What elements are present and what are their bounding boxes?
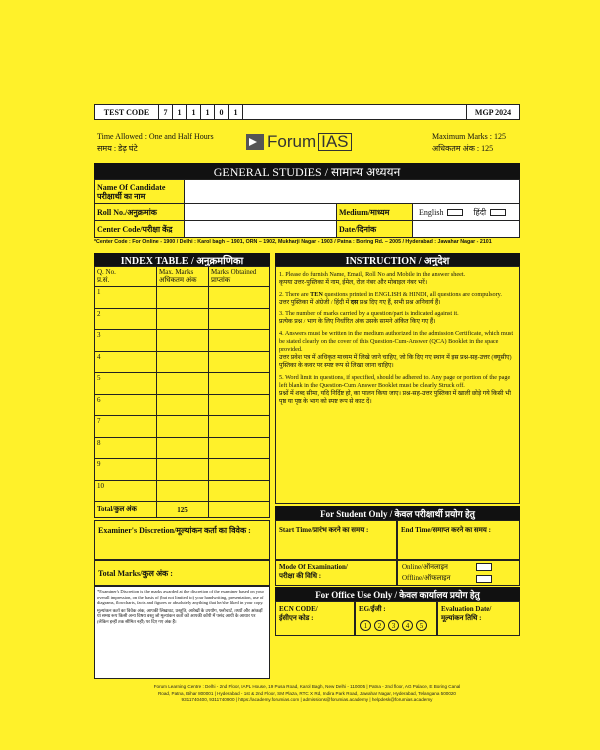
qno-cell: 1	[95, 287, 157, 309]
instruction-en: Word limit in questions, if specified, should be adhered to. Any page or portion of the page left blank in the Question-Cum Answer Booklet must be clearly Struck off.	[279, 374, 511, 390]
total-marks-box	[94, 560, 270, 586]
student-only-title: For Student Only / केवल परीक्षार्थी प्रयोग हेतु	[275, 506, 520, 520]
examiner-discretion-note	[94, 586, 270, 679]
table-row	[95, 394, 270, 416]
table-row	[95, 287, 270, 309]
table-row	[95, 330, 270, 352]
qno-cell: 2	[95, 308, 157, 330]
instruction-en: The number of marks carried by a question/part is indicated against it.	[285, 310, 459, 318]
instruction-hi: प्रश्नों में शब्द सीमा, यदि निर्दिष्ट हो, का पालन किया जाए। प्रश्न-सह-उत्तर पुस्तिका में खाली छोड़े गये किसी भी पृष्ठ या पृष्ठ के भाग को स्पष्ट रूप से काट दें।	[279, 390, 511, 406]
series-code: MGP 2024	[474, 107, 512, 117]
mode-options-box	[397, 560, 520, 586]
mode-online-checkbox[interactable]	[476, 563, 492, 571]
eg-option-bubble[interactable]: 1	[360, 620, 371, 631]
instruction-title: INSTRUCTION / अनुदेश	[275, 253, 520, 266]
max-cell	[157, 416, 209, 438]
evaluation-date-hi: मूल्यांकन तिथि :	[441, 614, 482, 622]
max-cell	[157, 287, 209, 309]
maximum-marks-en: Maximum Marks : 125	[432, 132, 506, 141]
max-cell	[157, 394, 209, 416]
forumias-logo	[246, 132, 352, 152]
max-cell	[157, 351, 209, 373]
max-cell	[157, 373, 209, 395]
end-time-box[interactable]	[397, 520, 520, 560]
candidate-name-en: Name Of Candidate	[97, 182, 166, 192]
obtained-cell[interactable]	[209, 394, 270, 416]
logo-ias-text: IAS	[318, 133, 351, 151]
medium-hindi-label: हिंदी	[473, 207, 487, 217]
instruction-number: 3.	[279, 310, 284, 318]
qno-cell: 10	[95, 480, 157, 502]
max-cell	[157, 330, 209, 352]
qno-cell: 7	[95, 416, 157, 438]
total-max-value: 125	[157, 502, 209, 518]
footer-line: 9311740400, 9311740900 | https://academy.forumias.com | admissions@forumias.academy | helpdesk@forumias.academy	[181, 697, 433, 702]
col-obtained-hi: प्राप्तांक	[211, 276, 231, 284]
table-row	[95, 459, 270, 481]
eg-options	[360, 620, 427, 631]
examiner-discretion-box	[94, 520, 270, 560]
mode-label-hi: परीक्षा की विधि :	[279, 572, 322, 580]
examiner-note-en: *Examiner's Discretion is the marks awarded at the discretion of the examiner based on your overall impression, on the basis of (but not limited to) your handwriting, presentation, use of diagrams, flowcharts, facts and figures or absolutely anything that he/she liked in your copy.	[97, 589, 265, 606]
table-row	[95, 351, 270, 373]
test-code-digit: 7	[159, 105, 173, 119]
end-time-label: End Time/समाप्त करने का समय :	[401, 526, 491, 534]
col-obtained-header	[209, 267, 270, 287]
test-code-blank	[243, 105, 467, 119]
table-row	[95, 480, 270, 502]
center-code-label: Center Code/परीक्षा केंद्र	[95, 221, 185, 238]
subject-title: GENERAL STUDIES / सामान्य अध्ययन	[94, 163, 520, 179]
center-code-note: *Center Code : For Online - 1900 / Delhi : Karol bagh – 1901, ORN – 1902, Mukharji Nagar - 1903 / Patna : Boring Rd. – 2005 / Hyderabad : Jawahar Nagar - 2101	[94, 239, 492, 245]
medium-english-label: English	[419, 207, 444, 217]
total-marks-label: Total Marks/कुल अंक :	[98, 569, 173, 578]
maximum-marks-hi: अधिकतम अंक : 125	[432, 144, 494, 153]
qno-cell: 9	[95, 459, 157, 481]
qno-cell: 3	[95, 330, 157, 352]
obtained-cell[interactable]	[209, 437, 270, 459]
table-row	[95, 308, 270, 330]
qno-cell: 6	[95, 394, 157, 416]
ecn-code-label	[276, 602, 354, 626]
eg-option-bubble[interactable]: 2	[374, 620, 385, 631]
maximum-marks	[432, 132, 506, 154]
medium-hindi-checkbox[interactable]	[490, 209, 506, 216]
time-allowed-hi: समय : डेढ़ घंटे	[97, 144, 138, 153]
evaluation-date-box[interactable]	[437, 601, 520, 636]
instruction-en: There are	[285, 290, 311, 298]
max-cell	[157, 308, 209, 330]
instruction-item	[279, 310, 516, 326]
instruction-item	[279, 271, 516, 287]
roll-no-label: Roll No./अनुक्रमांक	[95, 204, 185, 221]
col-qno-header	[95, 267, 157, 287]
mode-label-en: Mode Of Examination/	[279, 563, 348, 571]
eg-option-bubble[interactable]: 5	[416, 620, 427, 631]
total-label: Total/कुल अंक	[95, 502, 157, 518]
medium-options	[413, 204, 520, 221]
total-obtained-cell[interactable]	[209, 502, 270, 518]
eg-option-bubble[interactable]: 3	[388, 620, 399, 631]
obtained-cell[interactable]	[209, 480, 270, 502]
instruction-item	[279, 374, 516, 406]
instruction-en: questions printed in ENGLISH & HINDI, all questions are compulsory.	[322, 290, 502, 298]
test-code-strip	[94, 104, 520, 120]
col-qno-hi: प्र.सं.	[97, 276, 110, 284]
instruction-hi: प्रश्न दिए गए हैं, सभी प्रश्न अनिवार्य हैं।	[358, 298, 441, 306]
instruction-hi: कृपया उत्तर-पुस्तिका में नाम, ईमेल, रोल नंबर और मोबाइल नंबर भरें।	[279, 279, 428, 287]
instruction-en-bold: TEN	[310, 290, 323, 298]
instruction-hi-bold: दस	[350, 298, 359, 306]
start-time-label: Start Time/प्रारंभ करने का समय :	[279, 526, 369, 534]
obtained-cell[interactable]	[209, 351, 270, 373]
ecn-code-box[interactable]	[275, 601, 355, 636]
medium-english-checkbox[interactable]	[447, 209, 463, 216]
obtained-cell[interactable]	[209, 330, 270, 352]
mode-online-label: Online/ऑनलाइन	[402, 563, 448, 571]
examiner-discretion-label: Examiner's Discretion/मूल्यांकन कर्ता का विवेक :	[98, 526, 251, 535]
candidate-name-field[interactable]	[185, 180, 520, 204]
col-max-en: Max. Marks	[159, 268, 194, 276]
roll-no-field[interactable]	[185, 204, 337, 221]
obtained-cell[interactable]	[209, 373, 270, 395]
instruction-hi: प्रत्येक प्रश्न / भाग के लिए निर्धारित अंक उसके सामने अंकित किए गए हैं।	[279, 318, 436, 326]
instruction-en: Please do furnish Name, Email, Roll No and Mobile in the answer sheet.	[285, 271, 466, 278]
mode-label-box	[275, 560, 397, 586]
office-use-title: For Office Use Only / केवल कार्यालय प्रयोग हेतु	[275, 587, 520, 601]
index-table-title: INDEX TABLE / अनुक्रमणिका	[94, 253, 270, 266]
instruction-number: 4.	[279, 330, 284, 338]
ecn-code-hi: ईसीएन कोड :	[279, 614, 314, 622]
obtained-cell[interactable]	[209, 308, 270, 330]
test-code-digit: 1	[173, 105, 187, 119]
table-row	[95, 437, 270, 459]
obtained-cell[interactable]	[209, 287, 270, 309]
col-obtained-en: Marks Obtained	[211, 268, 257, 276]
examiner-note-hi: मूल्यांकन कर्ता का विवेक अंक, आपकी लिखावट, प्रस्तुति, आरेखों के उपयोग, फ्लोचार्ट, तथ्यों और आंकड़ों या समग्र रूप किसी अन्य विषय वस्तु जो मूल्यांकन कर्ता को आपकी कॉपी में पसंद आयी के आधार पर (लेकिन इन्हीं तक सीमित नहीं) पर दिए गए अंक हैं।	[97, 607, 263, 624]
qno-cell: 4	[95, 351, 157, 373]
max-cell	[157, 459, 209, 481]
max-cell	[157, 437, 209, 459]
test-code-label: TEST CODE	[95, 105, 159, 119]
eg-option-bubble[interactable]: 4	[402, 620, 413, 631]
evaluation-date-label	[438, 602, 519, 626]
instruction-box	[275, 266, 520, 504]
footer-contact	[94, 684, 520, 704]
test-code-digit: 1	[201, 105, 215, 119]
footer-line: Road, Patna, Bihar 800001 | Hyderabad - 1st & 2nd Floor, SM Plaza, RTC X Rd, Indira Park Road, Jawahar Nagar, Hyderabad, Telangana 500020	[157, 690, 456, 696]
obtained-cell[interactable]	[209, 459, 270, 481]
ecn-code-en: ECN CODE/	[279, 605, 318, 613]
candidate-name-label	[95, 180, 185, 204]
qno-cell: 8	[95, 437, 157, 459]
footer-line: Forum Learning Centre : Delhi - 2nd Floor, IAPL House, 19 Pusa Road, Karol Bagh, New Delhi - 110005 | Patna - 2nd floor, AG Palace, E Boring Canal	[153, 684, 461, 689]
time-allowed-en: Time Allowed : One and Half Hours	[97, 132, 214, 141]
candidate-name-hi: परीक्षार्थी का नाम	[97, 191, 146, 201]
date-label: Date/दिनांक	[337, 221, 413, 238]
eg-label: EG/ईजी :	[359, 605, 386, 613]
instruction-hi: उत्तर पुस्तिका में अंग्रेजी / हिंदी में	[279, 298, 351, 306]
instruction-hi: उत्तर प्रवेश पत्र में अधिकृत माध्यम में लिखे जाने चाहिए, जो कि दिए गए स्थान में इस प्रश्न-सह-उत्तर (क्यूसीए) पुस्तिका के कवर पर स्पष्ट रूप से लिखा जाना चाहिए।	[279, 354, 512, 370]
test-code-digit: 0	[215, 105, 229, 119]
instruction-en: Answers must be written in the medium authorized in the admission Certificate, which must be stated clearly on the cover of this Question-Cum-Answer (QCA) Booklet in the space provided.	[279, 330, 514, 354]
mode-offline-label: Offline/ऑफलाइन	[402, 574, 451, 582]
obtained-cell[interactable]	[209, 416, 270, 438]
table-row	[95, 416, 270, 438]
col-max-header	[157, 267, 209, 287]
instruction-number: 5.	[279, 374, 284, 382]
test-code-digit: 1	[187, 105, 201, 119]
mode-offline-checkbox[interactable]	[476, 575, 492, 583]
table-row	[95, 373, 270, 395]
logo-arrow-icon	[246, 134, 264, 150]
instruction-item	[279, 291, 516, 307]
logo-forum-text: Forum	[267, 132, 317, 151]
index-table	[94, 266, 270, 518]
col-max-hi: अधिकतम अंक	[159, 276, 197, 284]
evaluation-date-en: Evaluation Date/	[441, 605, 492, 613]
instruction-number: 1.	[279, 271, 284, 278]
col-qno-en: Q. No.	[97, 268, 116, 276]
instruction-item	[279, 330, 516, 370]
qno-cell: 5	[95, 373, 157, 395]
date-field[interactable]	[413, 221, 520, 238]
max-cell	[157, 480, 209, 502]
center-code-field[interactable]	[185, 221, 337, 238]
mode-label	[276, 561, 396, 583]
medium-label: Medium/माध्यम	[337, 204, 413, 221]
candidate-details-table	[94, 179, 520, 238]
test-code-digit: 1	[229, 105, 243, 119]
instruction-number: 2.	[279, 290, 284, 298]
time-allowed	[97, 132, 214, 154]
total-row	[95, 502, 270, 518]
eg-box	[355, 601, 437, 636]
start-time-box[interactable]	[275, 520, 397, 560]
